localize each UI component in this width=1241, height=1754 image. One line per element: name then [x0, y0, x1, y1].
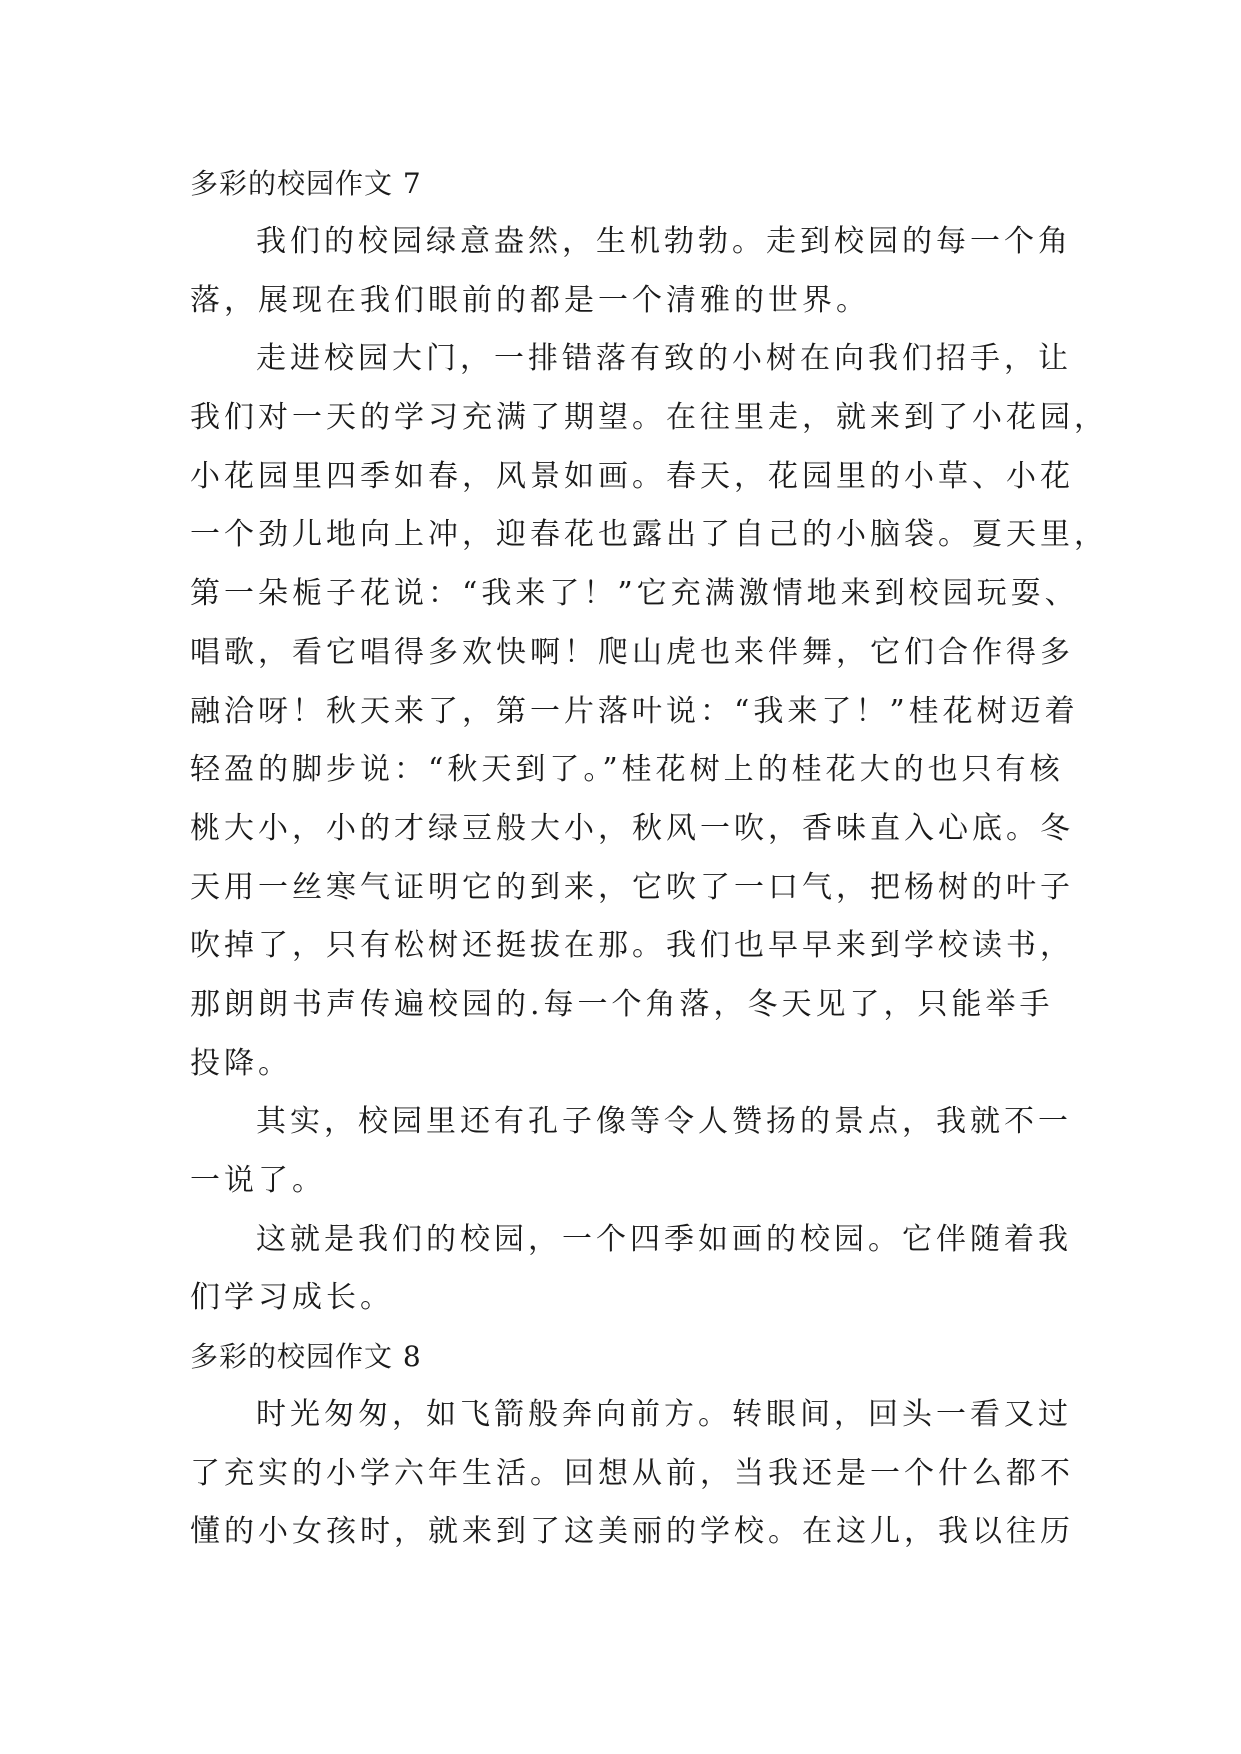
- text-line: 我们对一天的学习充满了期望。在往里走，就来到了小花园，: [190, 400, 1108, 436]
- text-line: 这就是我们的校园，一个四季如画的校园。它伴随着我: [256, 1221, 1072, 1257]
- essay-7-paragraph-4: [190, 1211, 1072, 1328]
- text-line: 那朗朗书声传遍校园的.每一个角落，冬天见了，只能举手: [190, 986, 1054, 1022]
- text-line: 小花园里四季如春，风景如画。春天，花园里的小草、小花: [190, 458, 1074, 494]
- text-line: 唱歌，看它唱得多欢快啊！爬山虎也来伴舞，它们合作得多: [190, 634, 1074, 670]
- text-line: 吹掉了，只有松树还挺拔在那。我们也早早来到学校读书，: [190, 928, 1074, 964]
- text-line: 一说了。: [190, 1163, 326, 1198]
- essay-8-paragraph-1: [190, 1386, 1074, 1562]
- text-line: 懂的小女孩时，就来到了这美丽的学校。在这儿，我以往历: [190, 1514, 1074, 1550]
- text-line: 们学习成长。: [190, 1280, 394, 1316]
- text-line: 我们的校园绿意盎然，生机勃勃。走到校园的每一个角: [256, 224, 1072, 259]
- text-line: 其实，校园里还有孔子像等令人赞扬的景点，我就不一: [256, 1104, 1072, 1140]
- text-line: 轻盈的脚步说：“秋天到了。”桂花树上的桂花大的也只有核: [190, 752, 1064, 788]
- text-line: 走进校园大门，一排错落有致的小树在向我们招手，让: [256, 341, 1072, 377]
- document-page: [190, 155, 1108, 1562]
- text-line: 桃大小，小的才绿豆般大小，秋风一吹，香味直入心底。冬: [190, 810, 1074, 846]
- text-line: 一个劲儿地向上冲，迎春花也露出了自己的小脑袋。夏天里，: [190, 517, 1108, 553]
- text-line: 投降。: [190, 1045, 292, 1081]
- text-line: 融洽呀！秋天来了，第一片落叶说：“我来了！”桂花树迈着: [190, 693, 1079, 729]
- text-line: 第一朵栀子花说：“我来了！”它充满激情地来到校园玩耍、: [190, 576, 1079, 612]
- essay-7-paragraph-2: [190, 330, 1108, 1093]
- text-line: 落，展现在我们眼前的都是一个清雅的世界。: [190, 282, 870, 318]
- text-line: 了充实的小学六年生活。回想从前，当我还是一个什么都不: [190, 1455, 1074, 1491]
- text-line: 时光匆匆，如飞箭般奔向前方。转眼间，回头一看又过: [256, 1397, 1072, 1433]
- essay-7-title: 多彩的校园作文 7: [190, 167, 422, 200]
- essay-7-paragraph-1: [190, 213, 1072, 330]
- essay-8-title: 多彩的校园作文 8: [190, 1340, 422, 1374]
- essay-7-paragraph-3: [190, 1093, 1072, 1210]
- text-line: 天用一丝寒气证明它的到来，它吹了一口气，把杨树的叶子: [190, 869, 1074, 905]
